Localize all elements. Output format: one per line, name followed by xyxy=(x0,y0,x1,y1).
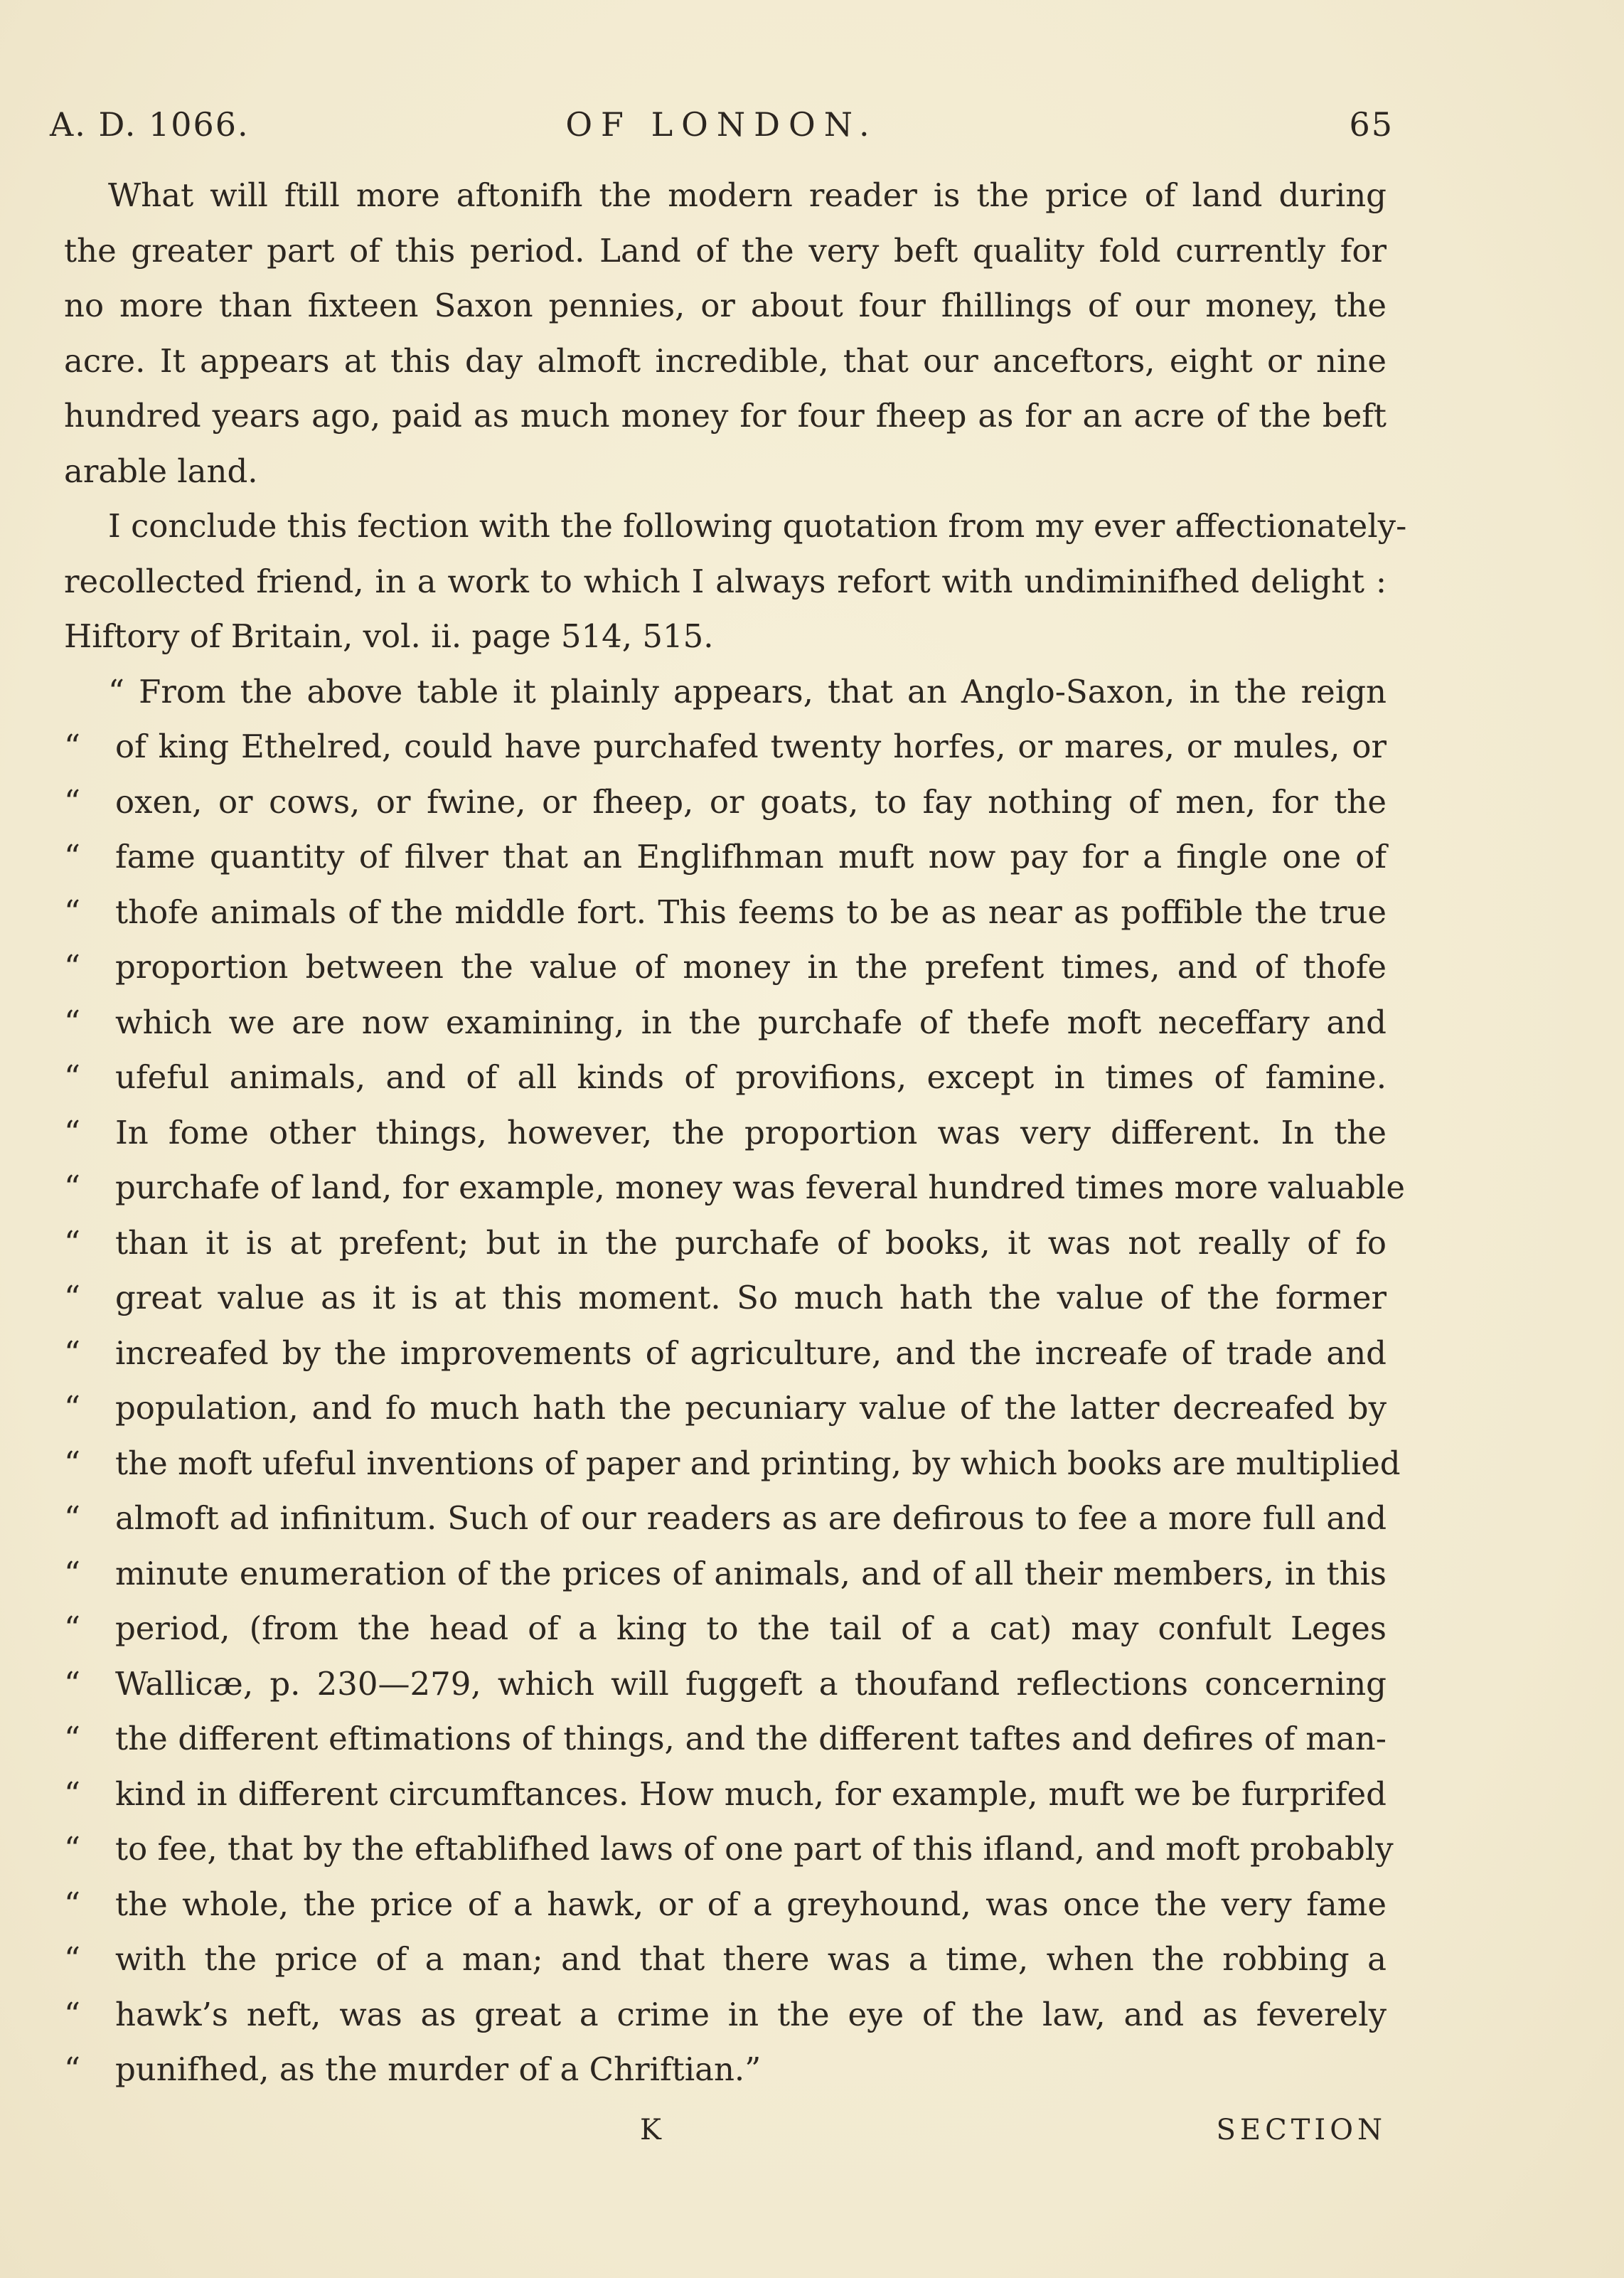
page-footer xyxy=(64,2114,1387,2156)
quote-text: with the price of a man; and that there was a time, when the robbing a xyxy=(115,1940,1387,1978)
header-date: A. D. 1066. xyxy=(50,105,250,144)
quote-line xyxy=(64,1656,1387,1712)
quote-mark: “ xyxy=(64,1389,81,1427)
quote-mark: “ xyxy=(64,1609,81,1647)
quote-text: Wallicæ, p. 230—279, which will fuggeft a thoufand reflections concerning xyxy=(115,1664,1387,1703)
quote-text: population, and fo much hath the pecuniary value of the latter decreafed by xyxy=(115,1389,1387,1427)
quote-line xyxy=(64,1050,1387,1105)
quote-mark: “ xyxy=(64,1003,81,1041)
text-line: What will ftill more aftonifh the modern reader is the price of land during xyxy=(108,176,1387,214)
quote-text: fame quantity of filver that an Englifhman muft now pay for a fingle one of xyxy=(115,838,1387,875)
quote-line xyxy=(64,1105,1387,1161)
text-line: acre. It appears at this day almoft incredible, that our anceftors, eight or nine xyxy=(64,341,1387,380)
quote-mark: “ xyxy=(64,1830,81,1868)
quote-line xyxy=(64,1932,1387,1987)
quote-text: punifhed, as the murder of a Chriftian.” xyxy=(115,2050,762,2088)
quote-line xyxy=(64,829,1387,885)
quote-line xyxy=(64,1326,1387,1381)
catchword: SECTION xyxy=(1216,2114,1387,2146)
quote-text: In fome other things, however, the proportion was very different. In the xyxy=(115,1113,1387,1151)
quote-mark: “ xyxy=(64,1334,81,1372)
quote-mark: “ xyxy=(64,782,81,821)
quote-line xyxy=(64,940,1387,995)
quote-mark: “ xyxy=(64,1940,81,1978)
text-line: no more than fixteen Saxon pennies, or about four fhillings of our money, the xyxy=(64,287,1387,324)
quote-line xyxy=(64,1436,1401,1491)
body-text xyxy=(64,168,1407,2097)
quote-line xyxy=(64,775,1387,830)
quote-mark: “ xyxy=(64,1664,81,1703)
quote-text: hawk’s neft, was as great a crime in the eye of the law, and as feverely xyxy=(115,1995,1387,2033)
quote-mark: “ xyxy=(64,1499,81,1537)
text-line: hundred years ago, paid as much money for four fheep as for an acre of the beft xyxy=(64,397,1387,435)
quote-line xyxy=(64,1877,1387,1932)
quote-text: the different eftimations of things, and the different taftes and defires of man- xyxy=(115,1720,1387,1757)
page-number: 65 xyxy=(1349,105,1394,144)
quote-text: almoft ad infinitum. Such of our readers as are defirous to fee a more full and xyxy=(115,1499,1387,1537)
quote-mark: “ xyxy=(64,2050,81,2088)
quote-line xyxy=(64,1546,1387,1602)
quote-text: increafed by the improvements of agriculture, and the increafe of trade and xyxy=(115,1334,1387,1372)
quote-line xyxy=(64,1601,1387,1656)
quote-mark: “ xyxy=(64,1058,81,1096)
quote-text: to fee, that by the eftablifhed laws of one part of this ifland, and moft probably xyxy=(115,1830,1394,1868)
quote-line xyxy=(64,1380,1387,1436)
quote-line xyxy=(64,1491,1387,1546)
quote-line xyxy=(64,995,1387,1050)
quote-mark: “ xyxy=(64,948,81,986)
quote-mark: “ xyxy=(64,1995,81,2033)
signature-mark: K xyxy=(640,2114,661,2146)
text-line: recollected friend, in a work to which I always refort with undiminifhed delight : xyxy=(64,562,1387,600)
text-line: I conclude this fection with the following quotation from my ever affectionately- xyxy=(108,507,1407,545)
quote-mark: “ xyxy=(64,1169,81,1206)
quote-text: than it is at prefent; but in the purchafe of books, it was not really of fo xyxy=(115,1223,1387,1262)
quote-line xyxy=(64,1711,1387,1767)
quote-text: ufeful animals, and of all kinds of provifions, except in times of famine. xyxy=(115,1058,1387,1096)
quote-mark: “ xyxy=(64,728,81,765)
quote-line: “ From the above table it plainly appears, that an Anglo-Saxon, in the reign xyxy=(108,672,1387,710)
quote-mark: “ xyxy=(64,1885,81,1923)
quote-mark: “ xyxy=(64,1720,81,1757)
quote-text: minute enumeration of the prices of animals, and of all their members, in this xyxy=(115,1554,1387,1592)
running-header xyxy=(50,105,1394,148)
quote-line xyxy=(64,1160,1405,1215)
quote-text: proportion between the value of money in the prefent times, and of thofe xyxy=(115,948,1387,986)
quote-text: the whole, the price of a hawk, or of a greyhound, was once the very fame xyxy=(115,1885,1387,1923)
quote-mark: “ xyxy=(64,1113,81,1151)
quote-text: oxen, or cows, or fwine, or fheep, or goats, to fay nothing of men, for the xyxy=(115,782,1387,821)
quote-line xyxy=(64,1767,1387,1822)
quote-mark: “ xyxy=(64,1774,81,1813)
quote-text: the moft ufeful inventions of paper and printing, by which books are multiplied xyxy=(115,1444,1401,1482)
quote-mark: “ xyxy=(64,838,81,875)
quote-mark: “ xyxy=(64,1223,81,1262)
quote-line xyxy=(64,1270,1387,1326)
text-line: the greater part of this period. Land of the very beft quality fold currently for xyxy=(64,231,1387,270)
quote-line xyxy=(64,1215,1387,1271)
text-line: Hiftory of Britain, vol. ii. page 514, 515. xyxy=(64,617,714,655)
quote-line xyxy=(64,719,1387,775)
quote-mark: “ xyxy=(64,1554,81,1592)
text-line: arable land. xyxy=(64,452,258,490)
quote-line xyxy=(64,885,1387,940)
quote-line xyxy=(64,1821,1394,1877)
quote-mark: “ xyxy=(64,1279,81,1316)
quote-text: period, (from the head of a king to the tail of a cat) may confult Leges xyxy=(115,1609,1387,1647)
quote-text: of king Ethelred, could have purchafed twenty horfes, or mares, or mules, or xyxy=(115,728,1387,765)
quote-mark: “ xyxy=(64,1444,81,1482)
quote-mark: “ xyxy=(64,893,81,931)
quote-text: great value as it is at this moment. So much hath the value of the former xyxy=(115,1279,1387,1316)
quote-line xyxy=(64,1987,1387,2043)
quote-text: purchafe of land, for example, money was feveral hundred times more valuable xyxy=(115,1169,1405,1206)
header-title: OF LONDON. xyxy=(565,105,878,144)
quote-text: thofe animals of the middle fort. This feems to be as near as poffible the true xyxy=(115,893,1387,931)
quote-text: which we are now examining, in the purchafe of thefe moft neceffary and xyxy=(115,1003,1387,1041)
quote-text: kind in different circumftances. How much, for example, muft we be furprifed xyxy=(115,1774,1387,1813)
quote-line xyxy=(64,2042,1387,2097)
